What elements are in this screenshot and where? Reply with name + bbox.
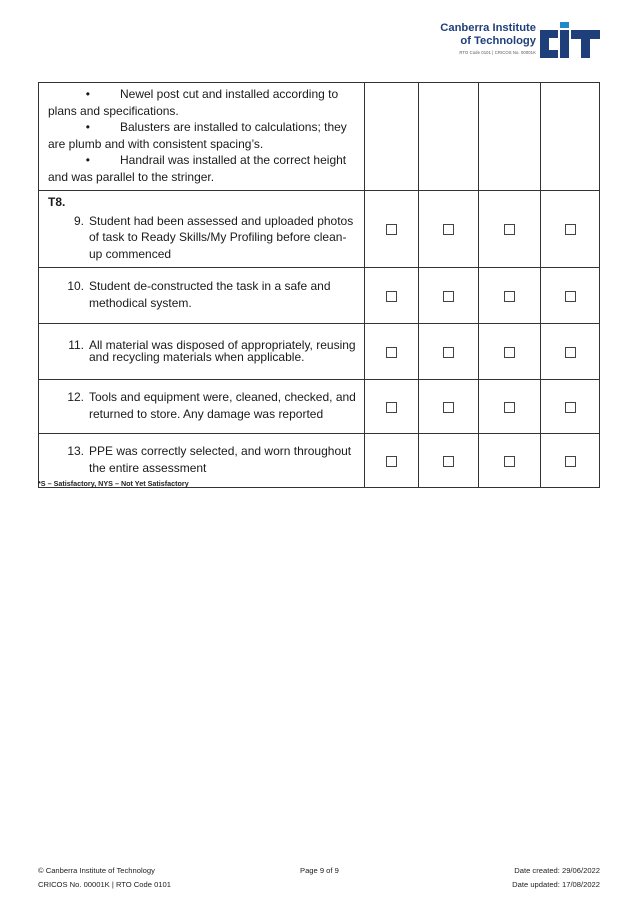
cit-logo-mark-icon (540, 22, 600, 58)
bullet-rest: and was parallel to the stringer. (48, 169, 215, 184)
checkbox-cell (419, 191, 479, 268)
empty-cell (419, 83, 479, 191)
footer-cricos: CRICOS No. 00001K | RTO Code 0101 (38, 880, 171, 889)
criteria-item (48, 339, 358, 363)
table-row (39, 83, 600, 191)
checkbox-cell (541, 324, 600, 380)
checkbox-cell (419, 434, 479, 488)
criteria-cell (39, 268, 365, 324)
checkbox[interactable] (443, 291, 454, 302)
logo-line-2: of Technology (460, 35, 536, 47)
item-number: 11. (68, 337, 84, 352)
table-row (39, 268, 600, 324)
item-text: PPE was correctly selected, and worn throughout the entire assessment (89, 444, 352, 475)
legend-footnote: *S – Satisfactory, NYS – Not Yet Satisfactory (38, 479, 189, 488)
item-number: 13. (67, 444, 84, 458)
empty-cell (479, 83, 541, 191)
checkbox[interactable] (504, 402, 515, 413)
item-text: All material was disposed of appropriately, reusing and recycling materials when applicable. (89, 337, 356, 364)
checkbox[interactable] (443, 456, 454, 467)
checkbox-cell (365, 380, 419, 434)
item-text: Student had been assessed and uploaded photos of task to Ready Skills/My Profiling before clean-up commenced (89, 213, 354, 261)
item-number: 10. (67, 279, 84, 293)
checkbox[interactable] (565, 291, 576, 302)
bullet-rest: plans and specifications. (48, 103, 179, 118)
checkbox-cell (479, 268, 541, 324)
checkbox-cell (541, 380, 600, 434)
checkbox-cell (365, 191, 419, 268)
logo-rto-code: RTO Code 0101 | CRICOS No. 00001K (459, 50, 536, 55)
task-label: T8. (48, 195, 66, 209)
criteria-item (48, 389, 358, 422)
checkbox[interactable] (443, 347, 454, 358)
bullet-item (48, 152, 358, 185)
logo-text (440, 22, 536, 55)
checkbox-cell (479, 434, 541, 488)
cit-logo (440, 22, 600, 58)
checkbox[interactable] (504, 456, 515, 467)
item-number: 12. (67, 390, 84, 404)
footer-date-updated: Date updated: 17/08/2022 (512, 880, 600, 889)
logo-line-1: Canberra Institute (440, 22, 536, 34)
checkbox-cell (479, 380, 541, 434)
checkbox[interactable] (565, 456, 576, 467)
empty-cell (541, 83, 600, 191)
empty-cell (365, 83, 419, 191)
footer-right (512, 864, 600, 892)
bullet-icon: • (85, 120, 90, 134)
criteria-cell (39, 380, 365, 434)
bullet-rest: are plumb and with consistent spacing’s. (48, 136, 264, 151)
bullet-item (48, 86, 358, 119)
checkbox[interactable] (443, 402, 454, 413)
checkbox-cell (419, 324, 479, 380)
table-row (39, 191, 600, 268)
footer-left (38, 864, 171, 892)
checkbox[interactable] (386, 347, 397, 358)
checkbox[interactable] (386, 224, 397, 235)
footer-page-number: Page 9 of 9 (300, 866, 339, 875)
bullet-lead: Handrail was installed at the correct height (120, 153, 347, 167)
item-number: 9. (73, 213, 84, 228)
checkbox-cell (541, 434, 600, 488)
bullet-icon: • (85, 153, 90, 167)
assessment-checklist-table (38, 82, 600, 488)
checkbox[interactable] (386, 291, 397, 302)
checkbox-cell (365, 324, 419, 380)
checkbox-cell (541, 191, 600, 268)
criteria-item (48, 443, 358, 476)
criteria-item (48, 278, 358, 311)
criteria-cell (39, 191, 365, 268)
checkbox[interactable] (443, 224, 454, 235)
checkbox-cell (419, 268, 479, 324)
table-row (39, 380, 600, 434)
checkbox[interactable] (565, 224, 576, 235)
bullet-lead: Newel post cut and installed according to (120, 87, 339, 101)
item-text: Student de-constructed the task in a safe and methodical system. (89, 279, 331, 310)
bullet-lead: Balusters are installed to calculations; they (120, 120, 347, 134)
criteria-cell (39, 324, 365, 380)
checkbox-cell (541, 268, 600, 324)
checkbox[interactable] (565, 347, 576, 358)
bullet-icon: • (85, 87, 90, 101)
bullet-item (48, 119, 358, 152)
footer-date-created: Date created: 29/06/2022 (514, 866, 600, 875)
checkbox-cell (365, 268, 419, 324)
checkbox-cell (479, 324, 541, 380)
checkbox[interactable] (504, 224, 515, 235)
checkbox[interactable] (565, 402, 576, 413)
criteria-item (48, 213, 358, 263)
checkbox[interactable] (386, 402, 397, 413)
checkbox-cell (419, 380, 479, 434)
checkbox[interactable] (504, 347, 515, 358)
footer-copyright: © Canberra Institute of Technology (38, 866, 155, 875)
table-row (39, 324, 600, 380)
checkbox[interactable] (504, 291, 515, 302)
item-text: Tools and equipment were, cleaned, checked, and returned to store. Any damage was reported (89, 390, 356, 421)
checkbox-cell (479, 191, 541, 268)
checkbox-cell (365, 434, 419, 488)
checkbox[interactable] (386, 456, 397, 467)
criteria-cell (39, 83, 365, 191)
